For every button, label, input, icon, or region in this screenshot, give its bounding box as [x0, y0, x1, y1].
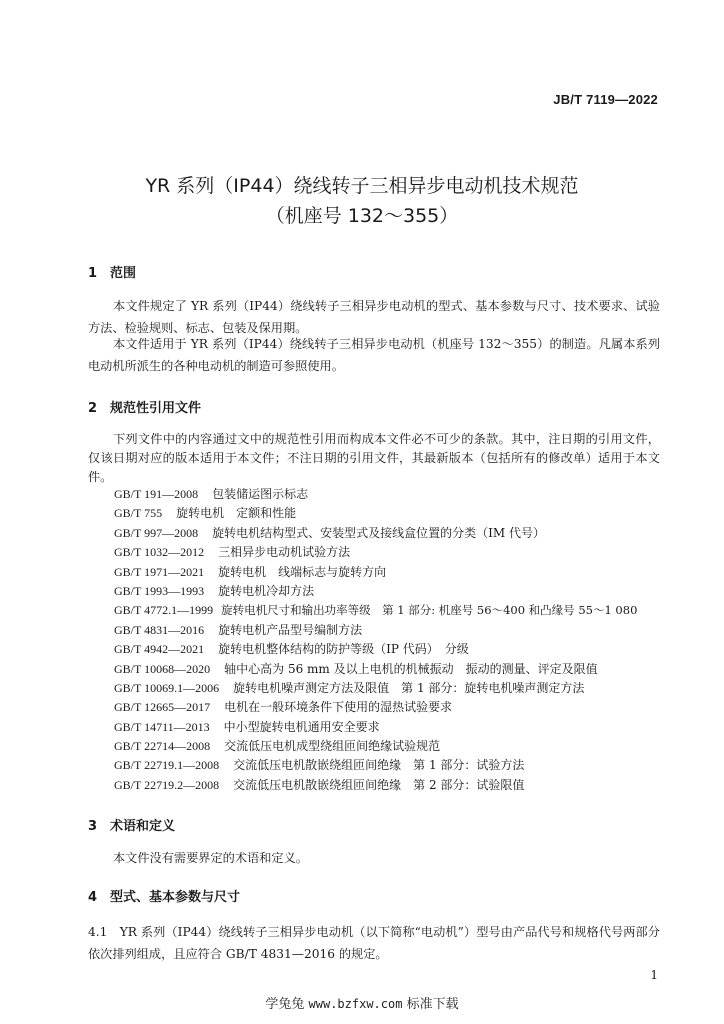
reference-code: GB/T 12665—2017: [114, 700, 211, 715]
reference-item: [114, 543, 637, 562]
reference-title: 旋转电机整体结构的防护等级（IP 代码） 分级: [218, 642, 469, 657]
reference-item: [114, 524, 637, 543]
section-number: 1: [88, 266, 98, 281]
section-1-paragraph-1: 本文件规定了 YR 系列（IP44）绕线转子三相异步电动机的型式、基本参数与尺寸、技术要求、试验方法、检验规则、标志、包装及保用期。: [88, 299, 660, 335]
reference-item: [114, 485, 637, 504]
reference-title: 电机在一般环境条件下使用的湿热试验要求: [224, 700, 453, 715]
reference-title: 旋转电机结构型式、安装型式及接线盒位置的分类（IM 代号）: [212, 525, 545, 540]
section-2-heading: [88, 397, 201, 416]
reference-code: GB/T 10068—2020: [114, 661, 211, 676]
reference-code: GB/T 1971—2021: [114, 564, 205, 579]
reference-title: 中小型旋转电机通用安全要求: [223, 719, 380, 734]
reference-title: 旋转电机 定额和性能: [176, 506, 297, 521]
section-2-intro: 下列文件中的内容通过文中的规范性引用而构成本文件必不可少的条款。其中，注日期的引用文件，仅该日期对应的版本适用于本文件；不注日期的引用文件，其最新版本（包括所有的修改单）适用于本文件。: [88, 432, 660, 484]
reference-item: [114, 718, 637, 737]
reference-title: 轴中心高为 56 mm 及以上电机的机械振动 振动的测量、评定及限值: [224, 661, 598, 676]
reference-item: [114, 776, 637, 795]
reference-title: 旋转电机 线端标志与旋转方向: [218, 564, 387, 579]
footer-url[interactable]: www.bzfxw.com: [308, 997, 403, 1011]
reference-code: GB/T 997—2008: [114, 525, 199, 540]
reference-code: GB/T 1032—2012: [114, 545, 205, 560]
reference-title: 交流低压电机散嵌绕组匝间绝缘 第 1 部分：试验方法: [233, 758, 525, 773]
reference-list: [114, 485, 637, 795]
section-1-paragraph-2: 本文件适用于 YR 系列（IP44）绕线转子三相异步电动机（机座号 132～355）的制造。凡属本系列电动机所派生的各种电动机的制造可参照使用。: [88, 337, 660, 373]
download-footer: [0, 993, 724, 1012]
reference-title: 包装储运图示标志: [212, 487, 309, 501]
reference-code: GB/T 1993—1993: [114, 583, 205, 598]
reference-code: GB/T 22714—2008: [114, 739, 211, 754]
reference-code: GB/T 755: [114, 506, 163, 521]
page-number: 1: [650, 968, 658, 982]
section-title: 术语和定义: [110, 819, 176, 834]
reference-item: [114, 601, 637, 620]
reference-code: GB/T 22719.2—2008: [114, 777, 220, 792]
reference-item: [114, 660, 637, 679]
section-title: 型式、基本参数与尺寸: [110, 890, 241, 905]
clause-4-1: 4.1 YR 系列（IP44）绕线转子三相异步电动机（以下简称“电动机”）型号由产品代号和规格代号两部分依次排列组成，且应符合 GB/T 4831—2016 的规定。: [88, 925, 660, 961]
section-title: 规范性引用文件: [110, 401, 202, 416]
reference-code: GB/T 4772.1—1999: [114, 603, 214, 618]
reference-item: [114, 504, 637, 523]
reference-title: 旋转电机冷却方法: [218, 583, 315, 598]
reference-item: [114, 582, 637, 601]
reference-item: [114, 640, 637, 659]
reference-title: 旋转电机尺寸和输出功率等级 第 1 部分: 机座号 56～400 和凸缘号 55～1 080: [221, 603, 638, 618]
reference-code: GB/T 4942—2021: [114, 642, 205, 657]
document-subtitle: （机座号 132～355）: [265, 205, 459, 227]
reference-item: [114, 563, 637, 582]
reference-code: GB/T 10069.1—2006: [114, 680, 220, 695]
section-3-paragraph: 本文件没有需要界定的术语和定义。: [113, 851, 308, 865]
reference-item: [114, 756, 637, 775]
section-number: 3: [88, 819, 98, 834]
reference-item: [114, 679, 637, 698]
reference-title: 交流低压电机散嵌绕组匝间绝缘 第 2 部分：试验限值: [233, 777, 525, 792]
section-number: 2: [88, 401, 98, 416]
section-3-heading: [88, 815, 175, 834]
reference-code: GB/T 22719.1—2008: [114, 758, 220, 773]
section-1-heading: [88, 262, 136, 281]
reference-code: GB/T 14711—2013: [114, 719, 210, 734]
document-title: YR 系列（IP44）绕线转子三相异步电动机技术规范: [145, 175, 579, 197]
section-number: 4: [88, 890, 98, 905]
footer-site-name: 学兔兔: [265, 997, 305, 1012]
reference-code: GB/T 191—2008: [114, 487, 199, 501]
reference-item: [114, 621, 637, 640]
reference-title: 交流低压电机成型绕组匝间绝缘试验规范: [224, 739, 441, 754]
reference-item: [114, 737, 637, 756]
section-title: 范围: [110, 266, 137, 281]
reference-code: GB/T 4831—2016: [114, 622, 205, 637]
reference-title: 旋转电机产品型号编制方法: [218, 622, 363, 637]
standard-code: JB/T 7119—2022: [553, 92, 658, 107]
reference-item: [114, 698, 637, 717]
section-4-heading: [88, 886, 240, 905]
reference-title: 旋转电机噪声测定方法及限值 第 1 部分：旋转电机噪声测定方法: [233, 680, 585, 695]
reference-title: 三相异步电动机试验方法: [218, 545, 351, 560]
footer-caption: 标准下载: [406, 997, 459, 1012]
